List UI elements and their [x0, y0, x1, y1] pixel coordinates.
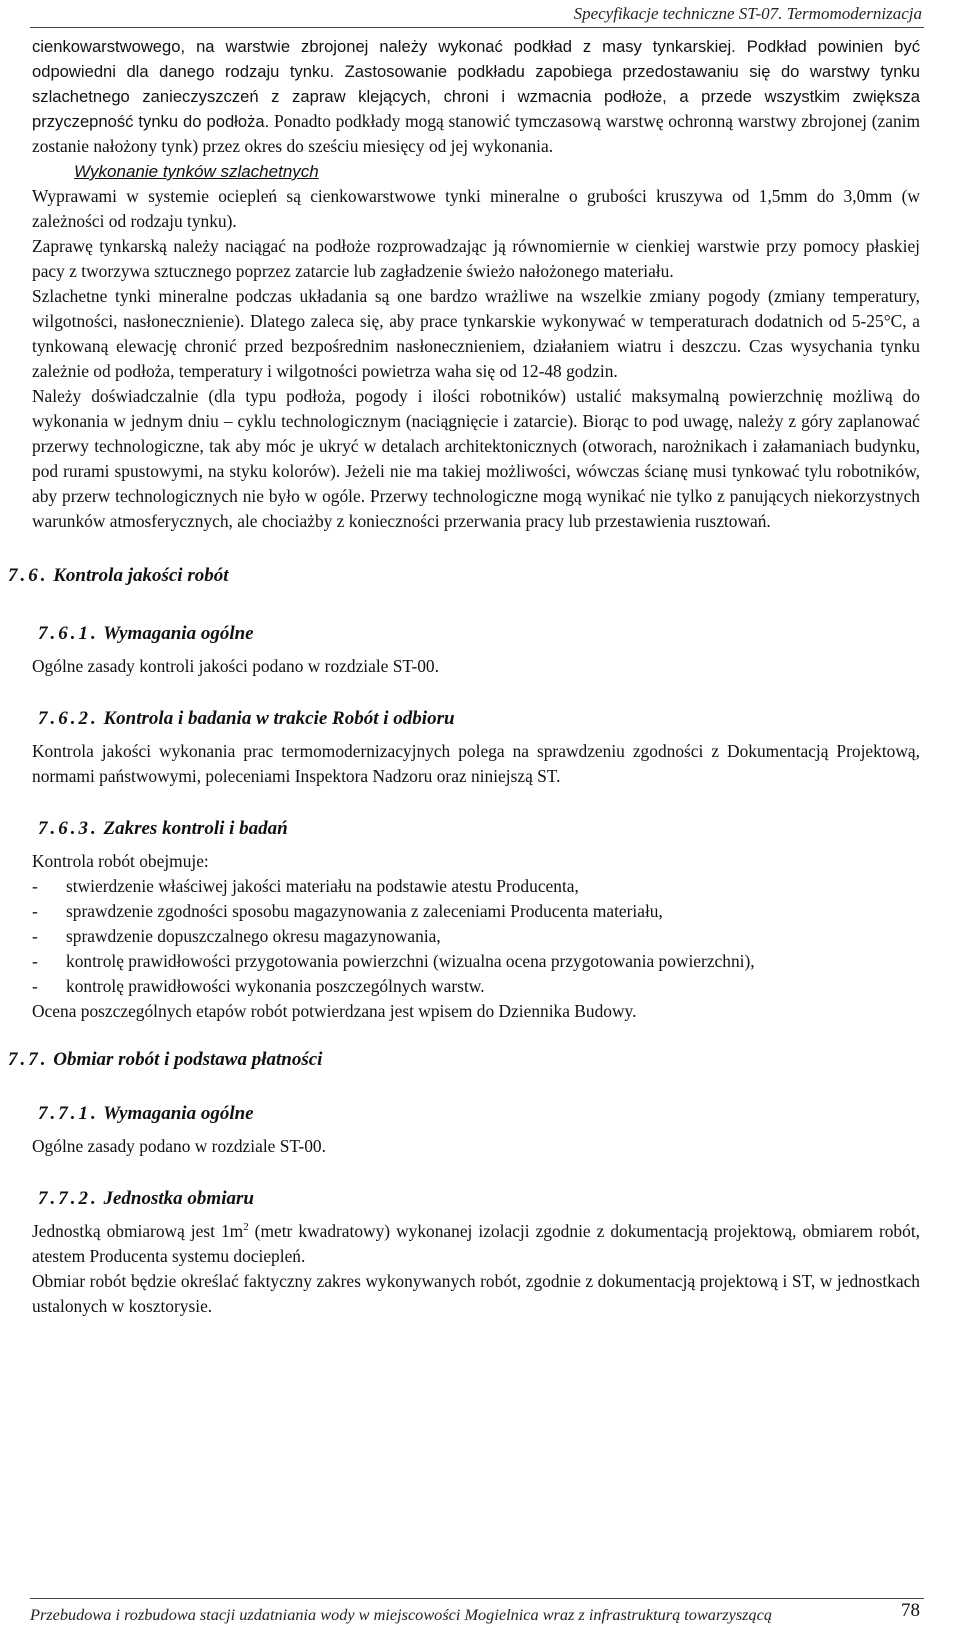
list-item [32, 899, 920, 924]
list-item-text: sprawdzenie zgodności sposobu magazynowania z zaleceniami Producenta materiału, [66, 901, 663, 921]
subsection-heading-7-6-3 [38, 815, 920, 843]
section-number: 7.7. [8, 1049, 49, 1070]
section-title: Kontrola jakości robót [53, 565, 229, 586]
paragraph-zaprawa: Zaprawę tynkarską należy naciągać na podłoże rozprowadzając ją równomiernie w cienkiej warstwie przy pomocy płaskiej pacy z tworzywa sztucznego poprzez zatarcie lub zagładzenie świeżo nałożonego materiału. [32, 236, 920, 281]
subsection-number: 7.7.1. [38, 1103, 99, 1124]
subsection-title: Wymagania ogólne [103, 623, 254, 644]
dash-marker: - [32, 951, 38, 971]
paragraph-7-6-2: Kontrola jakości wykonania prac termomodernizacyjnych polega na sprawdzeniu zgodności z Dokumentacją Projektową, normami państwowymi, poleceniami Inspektora Nadzoru oraz niniejszą ST. [32, 741, 920, 786]
unit-text-b: (metr kwadratowy) wykonanej izolacji zgodnie z dokumentacją projektową, obmiarem robót, atestem Producenta systemu dociepleń. [32, 1221, 921, 1266]
control-scope-list [32, 874, 920, 999]
paragraph-7-6-3-intro: Kontrola robót obejmuje: [32, 851, 209, 871]
list-item-text: sprawdzenie dopuszczalnego okresu magazynowania, [66, 926, 441, 946]
para1-text: cienkowarstwowego, na warstwie zbrojonej należy wykonać podkład z masy tynkarskiej. Podkład powinien być odpowiedni dla danego rodzaju tynku. Zastosowanie podkładu zapobiega przedostawaniu się do warstwy tynku szlachetnego zanieczyszczeń z zapraw klejących, chroni i wzmacnia podłoże, a przede wszystkim zwiększa przyczepność tynku do podłoża. [32, 37, 920, 131]
paragraph-7-7-1: Ogólne zasady podano w rozdziale ST-00. [32, 1136, 326, 1156]
subsection-heading-7-6-1 [38, 620, 920, 648]
paragraph-7-7-2-obmiar: Obmiar robót będzie określać faktyczny zakres wykonywanych robót, zgodnie z dokumentacją projektową i ST, w jednostkach ustalonych w kosztorysie. [32, 1271, 920, 1316]
page-content [8, 34, 921, 1319]
list-item-text: stwierdzenie właściwej jakości materiału na podstawie atestu Producenta, [66, 876, 579, 896]
list-item-text: kontrolę prawidłowości wykonania poszczególnych warstw. [66, 976, 485, 996]
list-item [32, 949, 920, 974]
unit-superscript: 2 [243, 1221, 249, 1234]
subsection-number: 7.6.2. [38, 708, 99, 729]
running-footer: Przebudowa i rozbudowa stacji uzdatniania wody w miejscowości Mogielnica wraz z infrastrukturą towarzyszącą [30, 1605, 773, 1624]
footer-rule [30, 1598, 924, 1599]
dash-marker: - [32, 901, 38, 921]
subsection-heading-7-7-2 [38, 1185, 920, 1213]
para1b-text: Ponadto podkłady mogą stanowić tymczasową warstwę ochronną warstwy zbrojonej (zanim zostanie nałożony tynk) przez okres do sześciu miesięcy od jej wykonania. [32, 111, 921, 156]
header-rule [30, 27, 924, 28]
paragraph-wyprawy: Wyprawami w systemie ociepleń są cienkowarstwowe tynki mineralne o grubości kruszywa od 1,5mm do 3,0mm (w zależności od rodzaju tynku). [32, 186, 920, 231]
list-item [32, 974, 920, 999]
list-item-text: kontrolę prawidłowości przygotowania powierzchni (wizualna ocena przygotowania powierzchni), [66, 951, 755, 971]
subsection-heading-7-6-2 [38, 705, 920, 733]
section-heading-7-7 [8, 1046, 920, 1074]
subsection-title: Wymagania ogólne [103, 1103, 254, 1124]
paragraph-7-6-1: Ogólne zasady kontroli jakości podano w rozdziale ST-00. [32, 656, 439, 676]
subsection-number: 7.7.2. [38, 1188, 99, 1209]
section-number: 7.6. [8, 565, 49, 586]
section-heading-7-6 [8, 562, 920, 590]
subsection-number: 7.6.3. [38, 818, 99, 839]
list-item [32, 924, 920, 949]
paragraph-pogoda: Szlachetne tynki mineralne podczas układania są one bardzo wrażliwe na wszelkie zmiany pogody (zmiany temperatury, wilgotności, nasłonecznienie). Dlatego zaleca się, aby prace tynkarskie wykonywać w temperaturach dodatnich od 5-25°C, a tynkowaną elewację chronić przed bezpośrednim nasłonecznieniem, działaniem wiatru i deszczu. Czas wysychania tynku zależnie od podłoża, temperatury i wilgotności powietrza waha się od 12-48 godzin. [32, 286, 920, 381]
paragraph-7-7-2 [32, 1219, 920, 1269]
subheading-tynki: Wykonanie tynków szlachetnych [74, 162, 319, 181]
running-header: Specyfikacje techniczne ST-07. Termomodernizacja [573, 4, 922, 23]
subsection-title: Kontrola i badania w trakcie Robót i odbioru [103, 708, 455, 729]
subsection-heading-7-7-1 [38, 1100, 920, 1128]
section-title: Obmiar robót i podstawa płatności [53, 1049, 323, 1070]
unit-text-a: Jednostką obmiarową jest 1m [32, 1221, 244, 1241]
paragraph-przerwy: Należy doświadczalnie (dla typu podłoża, pogody i ilości robotników) ustalić maksymalną powierzchnię możliwą do wykonania w jednym dniu – cyklu technologicznym (naciągnięcie i zatarcie). Biorąc to pod uwagę, należy z góry zaplanować przerwy technologiczne, tak aby móc je ukryć w detalach architektonicznych (otworach, narożnikach i załamaniach budynku, pod rurami spustowymi, na styku kolorów). Jeżeli nie ma takiej możliwości, wówczas ścianę musi tynkować tylu robotników, aby przerw technologicznych nie było w ogóle. Przerwy technologiczne mogą wynikać nie tylko z panujących niekorzystnych warunków atmosferycznych, ale chociażby z konieczności przerwania pracy lub przestawienia rusztowań. [32, 386, 920, 531]
subsection-number: 7.6.1. [38, 623, 99, 644]
dash-marker: - [32, 926, 38, 946]
page-number: 78 [901, 1600, 920, 1621]
dash-marker: - [32, 876, 38, 896]
subsection-title: Zakres kontroli i badań [103, 818, 288, 839]
paragraph-podklad [32, 34, 920, 159]
list-item [32, 874, 920, 899]
subsection-title: Jednostka obmiaru [103, 1188, 254, 1209]
paragraph-7-6-3-outro: Ocena poszczególnych etapów robót potwierdzana jest wpisem do Dziennika Budowy. [32, 1001, 637, 1021]
dash-marker: - [32, 976, 38, 996]
